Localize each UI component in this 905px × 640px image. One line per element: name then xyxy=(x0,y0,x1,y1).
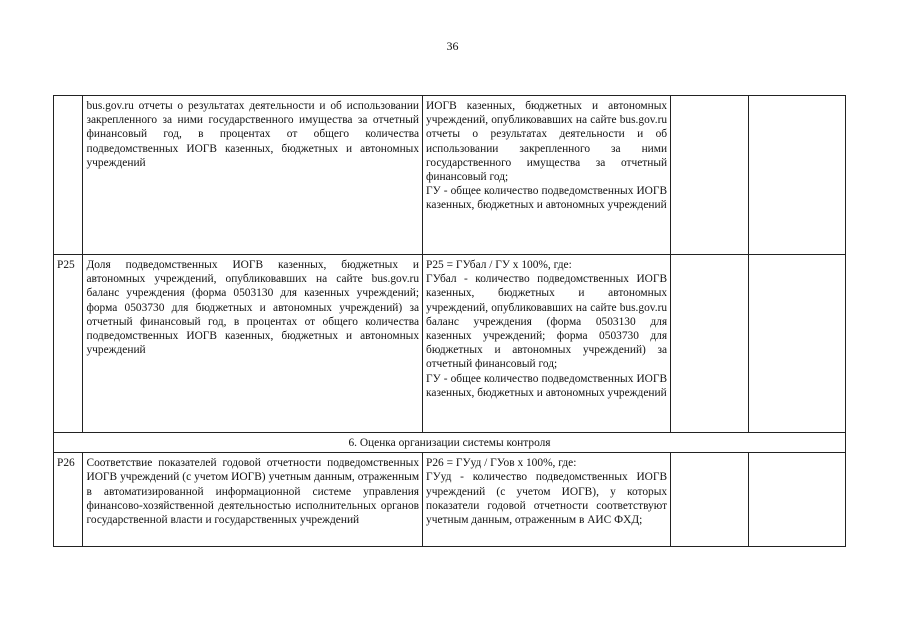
row-description: Соответствие показателей годовой отчетности подведомственных ИОГВ учреждений (с учетом ИОГВ) учетным данным, отраженным в автоматизированной информационной системе управления финансово-хозяйственной деятельностью исполнительных органов государственной власти и государственных учреждений xyxy=(83,453,423,547)
empty-cell xyxy=(749,453,846,547)
table-row xyxy=(54,453,846,547)
indicators-table xyxy=(53,95,846,547)
table-row xyxy=(54,255,846,433)
section-title: 6. Оценка организации системы контроля xyxy=(54,433,846,453)
empty-cell xyxy=(749,255,846,433)
row-formula xyxy=(423,255,671,433)
formula-line: ГУбал - количество подведомственных ИОГВ казенных, бюджетных и автономных учреждений, опубликовавших на сайте bus.gov.ru баланс учреждения (форма 0503130 для казенных учреждений; форма 0503730 для бюджетных и автономных учреждений) за отчетный финансовый год; xyxy=(426,273,668,371)
row-code: Р25 xyxy=(54,255,83,433)
row-formula xyxy=(423,453,671,547)
formula-line: ГУуд - количество подведомственных ИОГВ учреждений (с учетом ИОГВ), у которых показатели годовой отчетности соответствуют учетным данным, отраженным в АИС ФХД; xyxy=(426,471,668,527)
formula-line: ГУ - общее количество подведомственных ИОГВ казенных, бюджетных и автономных учреждений xyxy=(426,185,668,212)
page-number: 36 xyxy=(446,39,459,53)
formula-line: Р25 = ГУбал / ГУ х 100%, где: xyxy=(426,259,572,271)
empty-cell xyxy=(671,96,749,255)
row-description: bus.gov.ru отчеты о результатах деятельности и об использовании закрепленного за ними государственного имущества за отчетный финансовый год, в процентах от общего количества подведомственных ИОГВ казенных, бюджетных и автономных учреждений xyxy=(83,96,423,255)
table-row xyxy=(54,96,846,255)
empty-cell xyxy=(671,453,749,547)
row-code: Р26 xyxy=(54,453,83,547)
formula-line: ИОГВ казенных, бюджетных и автономных учреждений, опубликовавших на сайте bus.gov.ru отчеты о результатах деятельности и об использовании закрепленного за ними государственного имущества за отчетный финансовый год; xyxy=(426,100,668,184)
row-description: Доля подведомственных ИОГВ казенных, бюджетных и автономных учреждений, опубликовавших на сайте bus.gov.ru баланс учреждения (форма 0503130 для казенных учреждений; форма 0503730 для бюджетных и автономных учреждений) за отчетный финансовый год, в процентах от общего количества подведомственных ИОГВ казенных, бюджетных и автономных учреждений xyxy=(83,255,423,433)
section-row xyxy=(54,433,846,453)
row-formula xyxy=(423,96,671,255)
formula-line: ГУ - общее количество подведомственных ИОГВ казенных, бюджетных и автономных учреждений xyxy=(426,372,668,399)
empty-cell xyxy=(749,96,846,255)
empty-cell xyxy=(671,255,749,433)
row-code xyxy=(54,96,83,255)
formula-line: Р26 = ГУуд / ГУов х 100%, где: xyxy=(426,457,577,470)
